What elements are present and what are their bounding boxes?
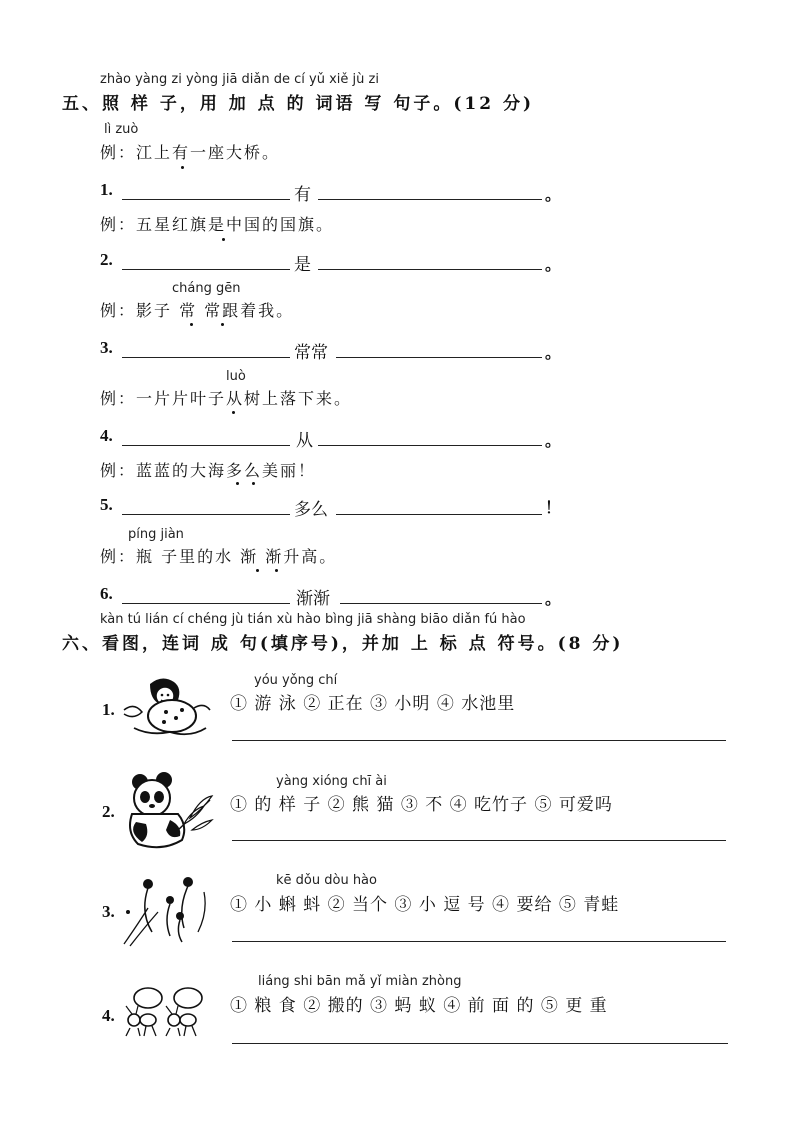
ants-icon (122, 980, 216, 1040)
example6: 例：瓶 子里的水 渐 渐升高。 (100, 547, 338, 566)
section6-pinyin: kàn tú lián cí chéng jù tián xù hào bìng jiā shàng biāo diǎn fú hào (100, 612, 526, 627)
example3: 例：影子 常 常跟着我。 (100, 301, 295, 320)
example5: 例：蓝蓝的大海多么美丽！ (100, 461, 317, 480)
item2-blank-before[interactable] (122, 269, 290, 270)
item4-blank-before[interactable] (122, 445, 290, 446)
example1: 例：江上有一座大桥。 (100, 143, 281, 162)
item3-punctuation: 。 (545, 343, 562, 362)
emphasis-dot (236, 482, 239, 485)
q3-number: 3. (102, 902, 115, 921)
q1-answer-line[interactable] (232, 740, 726, 741)
section5-pinyin: zhào yàng zi yòng jiā diǎn de cí yǔ xiě jù zi (100, 72, 379, 87)
q2-number: 2. (102, 802, 115, 821)
q2-pinyin: yàng xióng chī ài (276, 774, 387, 789)
q4-pinyin: liáng shi bān mǎ yǐ miàn zhòng (258, 974, 462, 989)
item3-number: 3. (100, 338, 113, 357)
q1-options: ① 游 泳 ② 正在 ③ 小明 ④ 水池里 (230, 694, 516, 714)
item6-number: 6. (100, 584, 113, 603)
emphasis-dot (232, 411, 235, 414)
item6-blank-after[interactable] (340, 603, 542, 604)
q4-answer-line[interactable] (232, 1043, 728, 1044)
item2-blank-after[interactable] (318, 269, 542, 270)
example1-pinyin: lì zuò (104, 122, 139, 137)
emphasis-dot (256, 569, 259, 572)
item1-blank-after[interactable] (318, 199, 542, 200)
item4-blank-after[interactable] (318, 445, 542, 446)
q3-pinyin: kē dǒu dòu hào (276, 873, 377, 888)
item6-word: 渐渐 (296, 589, 330, 609)
q2-answer-line[interactable] (232, 840, 726, 841)
emphasis-dot (221, 323, 224, 326)
item4-word: 从 (296, 431, 313, 451)
item2-number: 2. (100, 250, 113, 269)
emphasis-dot (252, 482, 255, 485)
item4-number: 4. (100, 426, 113, 445)
item5-number: 5. (100, 495, 113, 514)
item1-number: 1. (100, 180, 113, 199)
example3-pinyin: cháng gēn (172, 281, 241, 296)
example2: 例：五星红旗是中国的国旗。 (100, 215, 335, 234)
item3-blank-before[interactable] (122, 357, 290, 358)
emphasis-dot (181, 166, 184, 169)
item1-word: 有 (294, 185, 311, 205)
q3-answer-line[interactable] (232, 941, 726, 942)
example4: 例：一片片叶子从树上落下来。 (100, 389, 353, 408)
item5-blank-before[interactable] (122, 514, 290, 515)
emphasis-dot (222, 238, 225, 241)
item3-word: 常常 (294, 343, 328, 363)
item2-word: 是 (294, 255, 311, 275)
q1-number: 1. (102, 700, 115, 719)
example6-pinyin: píng jiàn (128, 527, 184, 542)
q2-options: ① 的 样 子 ② 熊 猫 ③ 不 ④ 吃竹子 ⑤ 可爱吗 (230, 795, 613, 815)
q4-options: ① 粮 食 ② 搬的 ③ 蚂 蚁 ④ 前 面 的 ⑤ 更 重 (230, 996, 608, 1016)
item1-blank-before[interactable] (122, 199, 290, 200)
q1-pinyin: yóu yǒng chí (254, 673, 338, 688)
item1-punctuation: 。 (545, 185, 562, 204)
section5-title: 五、照 样 子，用 加 点 的 词语 写 句子。(12 分) (62, 94, 535, 114)
item4-punctuation: 。 (545, 431, 562, 450)
item6-blank-before[interactable] (122, 603, 290, 604)
emphasis-dot (190, 323, 193, 326)
boy-swimming-icon (120, 672, 212, 742)
item3-blank-after[interactable] (336, 357, 542, 358)
q4-number: 4. (102, 1006, 115, 1025)
q3-options: ① 小 蝌 蚪 ② 当个 ③ 小 逗 号 ④ 要给 ⑤ 青蛙 (230, 895, 620, 915)
panda-icon (122, 770, 214, 850)
section6-title: 六、看图，连词 成 句(填序号)，并加 上 标 点 符号。(8 分) (62, 634, 624, 654)
item6-punctuation: 。 (545, 589, 562, 608)
emphasis-dot (275, 569, 278, 572)
example4-pinyin: luò (226, 369, 246, 384)
item5-word: 多么 (294, 500, 328, 520)
item5-blank-after[interactable] (336, 514, 542, 515)
item2-punctuation: 。 (545, 255, 562, 274)
item5-punctuation: ！ (545, 498, 562, 517)
tadpoles-icon (118, 872, 214, 948)
